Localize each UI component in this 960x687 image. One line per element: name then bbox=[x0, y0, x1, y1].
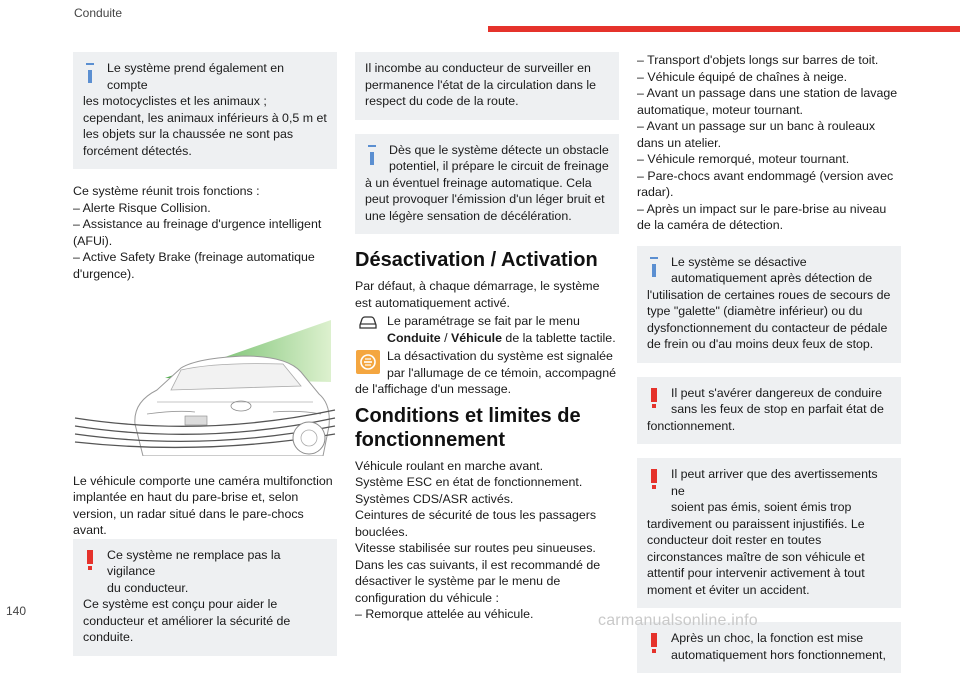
column-right bbox=[637, 52, 901, 687]
info-icon bbox=[368, 145, 376, 167]
deactivation-rest: de l'affichage d'un message. bbox=[355, 382, 512, 396]
case-item: – Avant un passage sur un banc à rouleaux dans un atelier. bbox=[637, 119, 876, 150]
functions-item: – Active Safety Brake (freinage automatique d'urgence). bbox=[73, 250, 315, 281]
warning-icon bbox=[650, 388, 658, 408]
warning-line2: du conducteur. bbox=[107, 580, 189, 595]
watermark: carmanualsonline.info bbox=[598, 612, 758, 629]
warning-icon bbox=[650, 633, 658, 653]
warning-icon bbox=[86, 550, 94, 570]
settings-row bbox=[355, 313, 619, 346]
case-item: – Véhicule équipé de chaînes à neige. bbox=[637, 69, 848, 84]
warning-rest: Ce système est conçu pour aider le conducteur et améliorer la sécurité de conduite. bbox=[83, 597, 291, 644]
warning-box-alerts bbox=[637, 458, 901, 608]
condition-item: Vitesse stabilisée sur routes peu sinueuses. bbox=[355, 541, 596, 555]
warning-box-stop-lights bbox=[637, 377, 901, 445]
note-box-monitoring bbox=[355, 52, 619, 120]
settings-pre: Le paramétrage se fait par le menu bbox=[387, 314, 580, 328]
condition-item: Systèmes CDS/ASR activés. bbox=[355, 491, 514, 506]
page-number: 140 bbox=[6, 604, 27, 618]
functions-list bbox=[73, 183, 337, 282]
stop-rest: fonctionnement. bbox=[647, 418, 736, 433]
car-settings-icon bbox=[355, 313, 381, 346]
info-box-line1: Le système prend également en compte bbox=[107, 61, 285, 92]
stop-line2: sans les feux de stop en parfait état de bbox=[671, 402, 884, 416]
conditions-list bbox=[355, 458, 619, 623]
shock-line1: Après un choc, la fonction est mise bbox=[671, 631, 864, 645]
info-box-rest: les motocyclistes et les animaux ; cependant, les animaux inférieurs à 0,5 m et les objets sur la chaussée ne sont pas forcément détectés. bbox=[83, 94, 327, 158]
info-icon bbox=[86, 63, 94, 85]
monitoring-text: Il incombe au conducteur de surveiller en permanence l'état de la circulation dans le respect du code de la route. bbox=[365, 61, 597, 108]
camera-description: Le véhicule comporte une caméra multifonction implantée en haut du pare-brise et, selon version, un radar situé dans le pare-chocs avant. bbox=[73, 473, 333, 537]
case-item: – Pare-chocs avant endommagé (version avec radar). bbox=[637, 168, 894, 199]
warning-box-vigilance bbox=[73, 539, 337, 656]
functions-intro: Ce système réunit trois fonctions : bbox=[73, 184, 260, 198]
info-box-obstacle bbox=[355, 134, 619, 235]
obstacle-line1: Dès que le système détecte un obstacle bbox=[389, 142, 609, 157]
settings-menu-vehicle: Véhicule bbox=[451, 330, 502, 345]
functions-item: – Alerte Risque Collision. bbox=[73, 200, 211, 215]
case-item: – Véhicule remorqué, moteur tournant. bbox=[637, 152, 850, 166]
info-box-detection bbox=[73, 52, 337, 169]
case-item: – Après un impact sur le pare-brise au niveau de la caméra de détection. bbox=[637, 201, 887, 232]
column-left bbox=[73, 52, 337, 670]
alerts-line2: soient pas émis, soient émis trop bbox=[671, 500, 852, 514]
condition-item: Système ESC en état de fonctionnement. bbox=[355, 475, 583, 489]
warning-lamp-icon bbox=[355, 348, 381, 381]
warning-line1: Ce système ne remplace pas la vigilance bbox=[107, 547, 281, 578]
obstacle-rest: à un éventuel freinage automatique. Cela peut provoquer l'émission d'un léger bruit et une légère sensation de décélération. bbox=[365, 175, 605, 223]
heading-deactivation: Désactivation / Activation bbox=[355, 249, 598, 271]
info-icon bbox=[650, 257, 658, 279]
info-box-spare-wheel bbox=[637, 246, 901, 363]
condition-item: Ceintures de sécurité de tous les passagers bouclées. bbox=[355, 508, 597, 539]
spare-line2: automatiquement après détection de bbox=[671, 271, 873, 285]
settings-menu-driving: Conduite bbox=[387, 330, 441, 345]
vehicle-camera-radar-illustration bbox=[73, 306, 337, 456]
warning-icon bbox=[650, 469, 658, 489]
obstacle-line2: potentiel, il prépare le circuit de freinage bbox=[389, 159, 609, 173]
header-accent-bar bbox=[488, 26, 960, 32]
condition-item: – Remorque attelée au véhicule. bbox=[355, 607, 534, 621]
shock-line2: automatiquement hors fonctionnement, bbox=[671, 647, 886, 662]
condition-item: Dans les cas suivants, il est recommandé de désactiver le système par le menu de configuration du véhicule : bbox=[355, 557, 601, 605]
column-middle bbox=[355, 52, 619, 623]
alerts-line1: Il peut arriver que des avertissements ne bbox=[671, 467, 878, 498]
deactivation-cases-list bbox=[637, 52, 901, 234]
deactivation-text: La désactivation du système est signalée par l'allumage de ce témoin, accompagné bbox=[387, 349, 616, 380]
alerts-rest: tardivement ou paraissent injustifiés. Le conducteur doit rester en toutes circonstances maître de son véhicule et attentif pour intervenir activement à tout moment et éviter un accident. bbox=[647, 516, 865, 597]
settings-sep: / bbox=[440, 330, 452, 345]
case-item: – Avant un passage dans une station de lavage automatique, moteur tournant. bbox=[637, 86, 898, 117]
settings-post: de la tablette tactile. bbox=[501, 330, 616, 345]
condition-item: Véhicule roulant en marche avant. bbox=[355, 458, 544, 473]
deactivation-row bbox=[355, 348, 619, 381]
stop-line1: Il peut s'avérer dangereux de conduire bbox=[671, 385, 883, 400]
functions-item: – Assistance au freinage d'urgence intelligent (AFUi). bbox=[73, 217, 322, 248]
default-activation-text: Par défaut, à chaque démarrage, le système est automatiquement activé. bbox=[355, 279, 600, 310]
spare-line1: Le système se désactive bbox=[671, 254, 807, 269]
case-item: – Transport d'objets longs sur barres de toit. bbox=[637, 53, 879, 67]
header-section-title: Conduite bbox=[74, 6, 123, 20]
spare-rest: l'utilisation de certaines roues de secours de type "galette" (diamètre inférieur) ou du dysfonctionnement du contacteur de pédale de frein ou d'au moins deux feux de stop. bbox=[647, 287, 891, 351]
heading-conditions: Conditions et limites de fonctionnement bbox=[355, 404, 581, 451]
settings-text bbox=[387, 313, 619, 346]
